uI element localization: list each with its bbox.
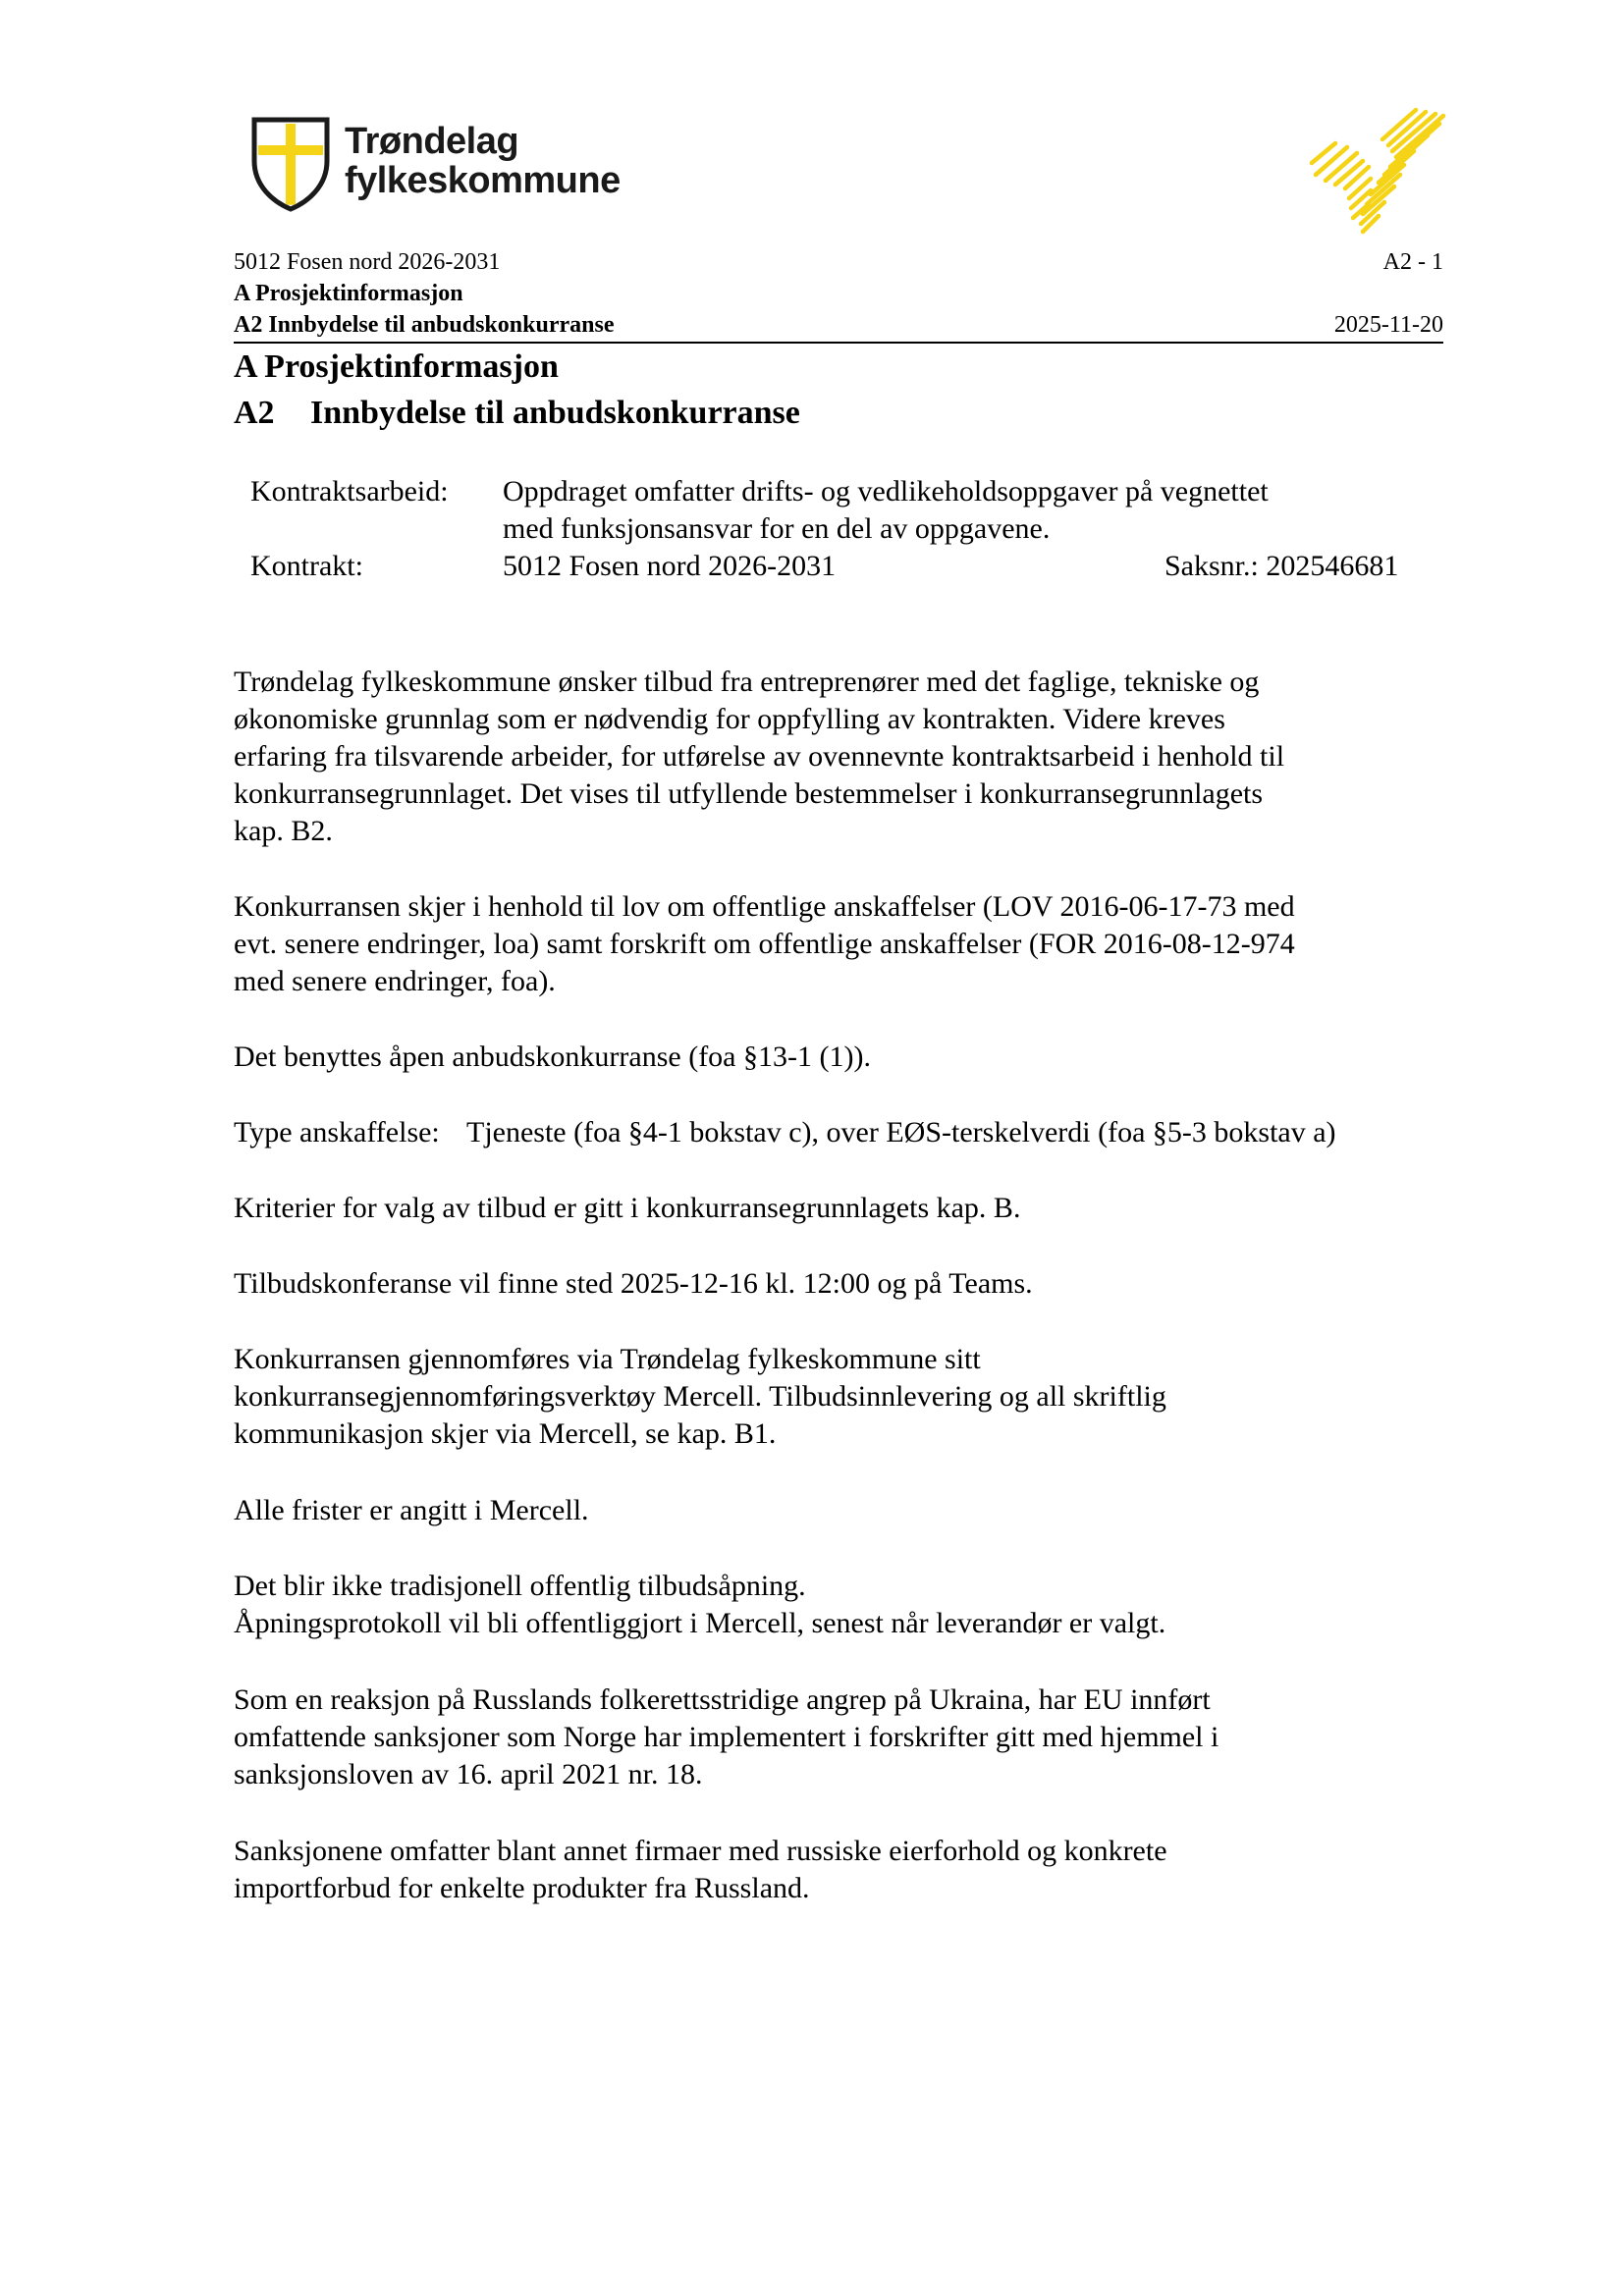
- paragraph-1: Trøndelag fylkeskommune ønsker tilbud fra entreprenører med det faglige, tekniske og økonomiske grunnlag som er nødvendig for oppfylling av kontrakten. Videre kreves erfaring fra tilsvarende arbeider, for utførelse av ovennevnte kontraktsarbeid i henhold til konkurransegrunnlaget. Det vises til utfyllende bestemmelser i konkurransegrunnlagets kap. B2.: [234, 666, 1285, 847]
- paragraph-type-anskaffelse: [234, 1114, 1471, 1151]
- header-line-2: [234, 279, 1443, 308]
- coat-of-arms-icon: [250, 116, 331, 212]
- header-divider: [234, 342, 1443, 344]
- paragraph-7: Konkurransen gjennomføres via Trøndelag fylkeskommune sitt konkurransegjennomføringsverktøy Mercell. Tilbudsinnlevering og all skriftlig kommunikasjon skjer via Mercell, se kap. B1.: [234, 1343, 1166, 1450]
- header-subsection: A2 Innbydelse til anbudskonkurranse: [234, 312, 615, 338]
- header-line-3: [234, 310, 1443, 340]
- kontrakt-value: 5012 Fosen nord 2026-2031: [503, 550, 837, 582]
- header-section: A Prosjektinformasjon: [234, 281, 463, 306]
- heading-section: A Prosjektinformasjon: [234, 348, 559, 385]
- paragraph-6: Tilbudskonferanse vil finne sted 2025-12-16 kl. 12:00 og på Teams.: [234, 1267, 1033, 1300]
- heading-subsection-title: Innbydelse til anbudskonkurranse: [310, 395, 800, 431]
- header-project: 5012 Fosen nord 2026-2031: [234, 249, 501, 275]
- paragraph-11: Sanksjonene omfatter blant annet firmaer med russiske eierforhold og konkrete importforbud for enkelte produkter fra Russland.: [234, 1835, 1167, 1904]
- heading-subsection: [234, 394, 800, 433]
- header-page-ref: A2 - 1: [1382, 249, 1443, 275]
- decorative-stripes-icon: [1306, 106, 1453, 236]
- paragraph-5: Kriterier for valg av tilbud er gitt i konkurransegrunnlagets kap. B.: [234, 1192, 1021, 1224]
- logo-wordmark: [345, 122, 639, 200]
- header-date: 2025-11-20: [1333, 312, 1443, 338]
- kontraktsarbeid-value-line-2: med funksjonsansvar for en del av oppgavene.: [503, 512, 1051, 545]
- paragraph-3: Det benyttes åpen anbudskonkurranse (foa §13-1 (1)).: [234, 1041, 871, 1073]
- logo-line-1: Trøndelag: [345, 121, 519, 162]
- saksnr: Saksnr.: 202546681: [1164, 550, 1399, 582]
- type-anskaffelse-value: Tjeneste (foa §4-1 bokstav c), over EØS-terskelverdi (foa §5-3 bokstav a): [466, 1116, 1336, 1148]
- kontrakt-label: Kontrakt:: [250, 550, 363, 582]
- kontraktsarbeid-value-line-1: Oppdraget omfatter drifts- og vedlikeholdsoppgaver på vegnettet: [503, 475, 1269, 507]
- kontraktsarbeid-label: Kontraktsarbeid:: [250, 475, 449, 507]
- header-line-1: [234, 247, 1443, 277]
- paragraph-8: Alle frister er angitt i Mercell.: [234, 1494, 589, 1526]
- logo-line-2: fylkeskommune: [345, 160, 621, 201]
- type-anskaffelse-label: Type anskaffelse:: [234, 1116, 440, 1148]
- paragraph-9: Det blir ikke tradisjonell offentlig tilbudsåpning. Åpningsprotokoll vil bli offentliggjort i Mercell, senest når leverandør er valgt.: [234, 1570, 1166, 1639]
- paragraph-10: Som en reaksjon på Russlands folkerettsstridige angrep på Ukraina, har EU innført omfattende sanksjoner som Norge har implementert i forskrifter gitt med hjemmel i sanksjonsloven av 16. april 2021 nr. 18.: [234, 1683, 1219, 1790]
- heading-subsection-number: A2: [234, 395, 275, 431]
- paragraph-2: Konkurransen skjer i henhold til lov om offentlige anskaffelser (LOV 2016-06-17-73 med evt. senere endringer, loa) samt forskrift om offentlige anskaffelser (FOR 2016-08-12-974 med senere endringer, foa).: [234, 890, 1295, 997]
